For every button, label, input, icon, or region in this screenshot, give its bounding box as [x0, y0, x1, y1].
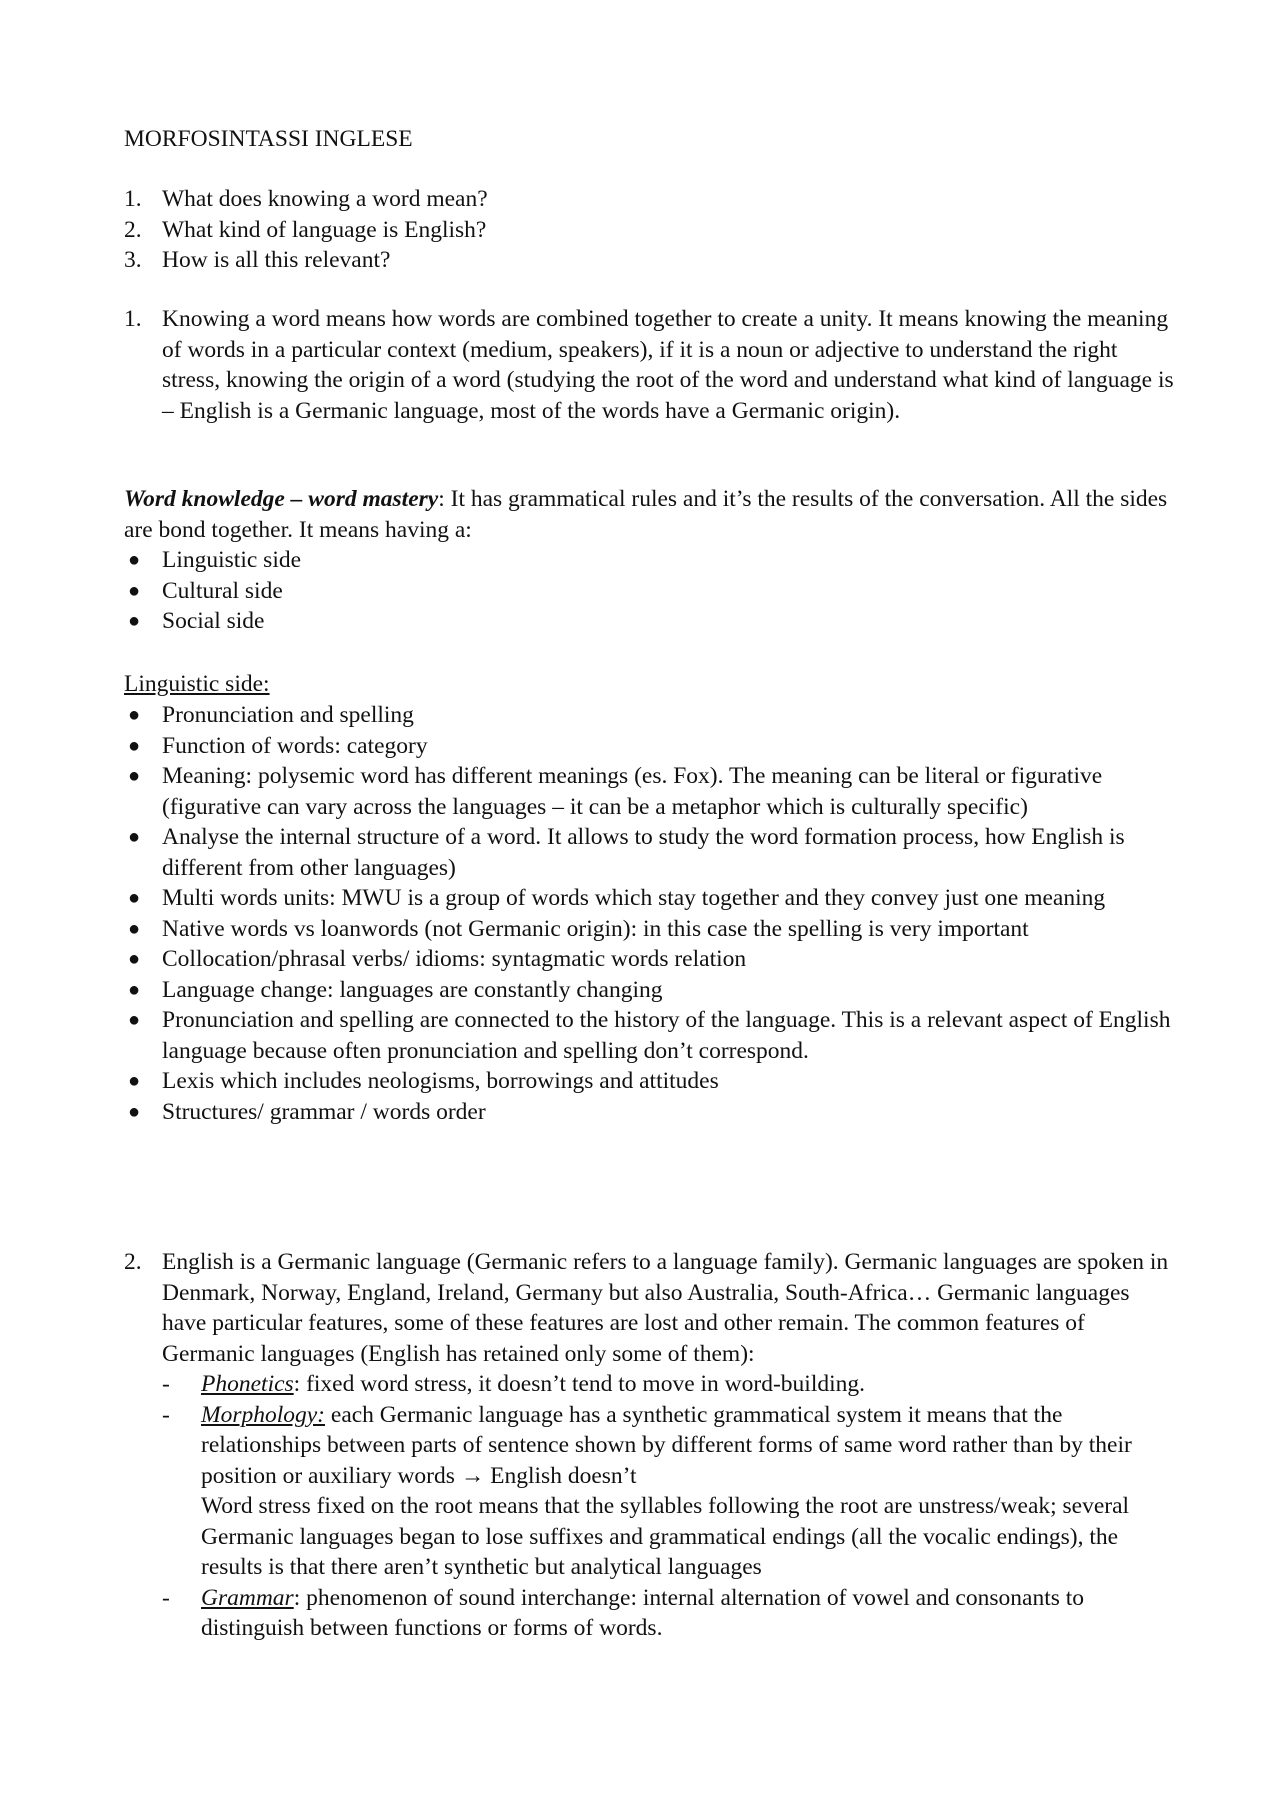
bullet-icon: ●: [128, 579, 141, 602]
sides-list: [124, 545, 1174, 637]
word-knowledge-paragraph: Word knowledge – word mastery: It has grammatical rules and it’s the results of the conversation. All the sides are bond together. It means having a:: [124, 486, 1168, 543]
answer-one-item: 1. Knowing a word means how words are combined together to create a unity. It means knowing the meaning of words in a particular context (medium, speakers), if it is a noun or adjective to understand the right stress, knowing the origin of a word (studying the root of the word and understand what kind of language is – English is a Germanic language, most of the words have a Germanic origin).: [124, 306, 1174, 424]
bullet-icon: ●: [128, 1100, 141, 1123]
feature-item-grammar: - Grammar: phenomenon of sound interchange: internal alternation of vowel and consonants to distinguish between functions or forms of words.: [162, 1584, 1085, 1641]
bullet-icon: ●: [128, 734, 141, 757]
feature-item-morphology: - Morphology: each Germanic language has a synthetic grammatical system it means that the relationships between parts of sentence shown by different forms of same word rather than by their position or auxiliary words → English doesn’t Word stress fixed on the root means that the syllables following the root are unstress/weak; several Germanic languages began to lose suffixes and grammatical endings (all the vocalic endings), the results is that there aren’t synthetic but analytical languages: [162, 1401, 1132, 1580]
list-item: ● Analyse the internal structure of a word. It allows to study the word formation process, how English is different from other languages): [128, 824, 1125, 881]
list-item: ● Multi words units: MWU is a group of words which stay together and they convey just one meaning: [124, 883, 1174, 914]
list-item: ● Collocation/phrasal verbs/ idioms: syntagmatic words relation: [124, 944, 1174, 975]
feature-item-phonetics: - Phonetics: fixed word stress, it doesn’t tend to move in word-building.: [162, 1371, 866, 1397]
questions-list: [124, 184, 1174, 276]
linguistic-side-list: [124, 700, 1174, 1127]
question-item: 1. What does knowing a word mean?: [124, 186, 488, 212]
feature-label: Morphology:: [201, 1401, 326, 1428]
bullet-icon: ●: [128, 978, 141, 1001]
list-item: ● Linguistic side: [124, 545, 1174, 576]
list-item: ● Pronunciation and spelling are connected to the history of the language. This is a relevant aspect of English language because often pronunciation and spelling don’t correspond.: [128, 1007, 1171, 1064]
list-item: ● Language change: languages are constantly changing: [124, 975, 1174, 1006]
bullet-icon: ●: [128, 948, 141, 970]
list-item: ● Cultural side: [124, 576, 1174, 607]
linguistic-side-heading: Linguistic side:: [124, 671, 270, 697]
list-item: ● Meaning: polysemic word has different meanings (es. Fox). The meaning can be literal or figurative (figurative can vary across the languages – it can be a metaphor which is culturally specific): [128, 763, 1103, 820]
answer-two-item: 2. English is a Germanic language (Germanic refers to a language family). Germanic languages are spoken in Denmark, Norway, England, Ireland, Germany but also Australia, South-Africa… Germanic languages have particular features, some of these features are lost and other remain. The common features of Germanic languages (English has retained only some of them):: [124, 1249, 1169, 1367]
answer-two: [124, 1247, 1174, 1369]
list-item: ● Native words vs loanwords (not Germanic origin): in this case the spelling is very important: [124, 914, 1174, 945]
feature-label: Grammar: [201, 1584, 294, 1611]
germanic-features-list: [124, 1369, 1174, 1644]
bullet-icon: ●: [128, 1009, 141, 1031]
bullet-icon: ●: [128, 704, 141, 726]
question-item: 3. How is all this relevant?: [124, 247, 391, 273]
bullet-icon: ●: [128, 765, 141, 787]
list-item: ● Social side: [124, 606, 1174, 637]
list-item: ● Lexis which includes neologisms, borrowings and attitudes: [124, 1066, 1174, 1097]
bullet-icon: ●: [128, 1070, 141, 1092]
bullet-icon: ●: [128, 549, 141, 571]
document-title: MORFOSINTASSI INGLESE: [124, 126, 413, 152]
question-item: 2. What kind of language is English?: [124, 216, 487, 243]
word-knowledge-term: Word knowledge – word mastery: [124, 486, 439, 512]
bullet-icon: ●: [128, 610, 141, 632]
bullet-icon: ●: [128, 887, 141, 909]
list-item: ● Structures/ grammar / words order: [124, 1097, 1174, 1128]
bullet-icon: ●: [128, 917, 141, 940]
bullet-icon: ●: [128, 826, 141, 848]
feature-extra-text: Word stress fixed on the root means that the syllables following the root are unstress/weak; several Germanic languages began to lose suffixes and grammatical endings (all the vocalic endings), the results is that there aren’t synthetic but analytical languages: [201, 1493, 1130, 1580]
answer-one: [124, 304, 1174, 426]
list-item: ● Function of words: category: [124, 731, 1174, 762]
feature-label: Phonetics: [201, 1371, 294, 1397]
list-item: ● Pronunciation and spelling: [124, 700, 1174, 731]
